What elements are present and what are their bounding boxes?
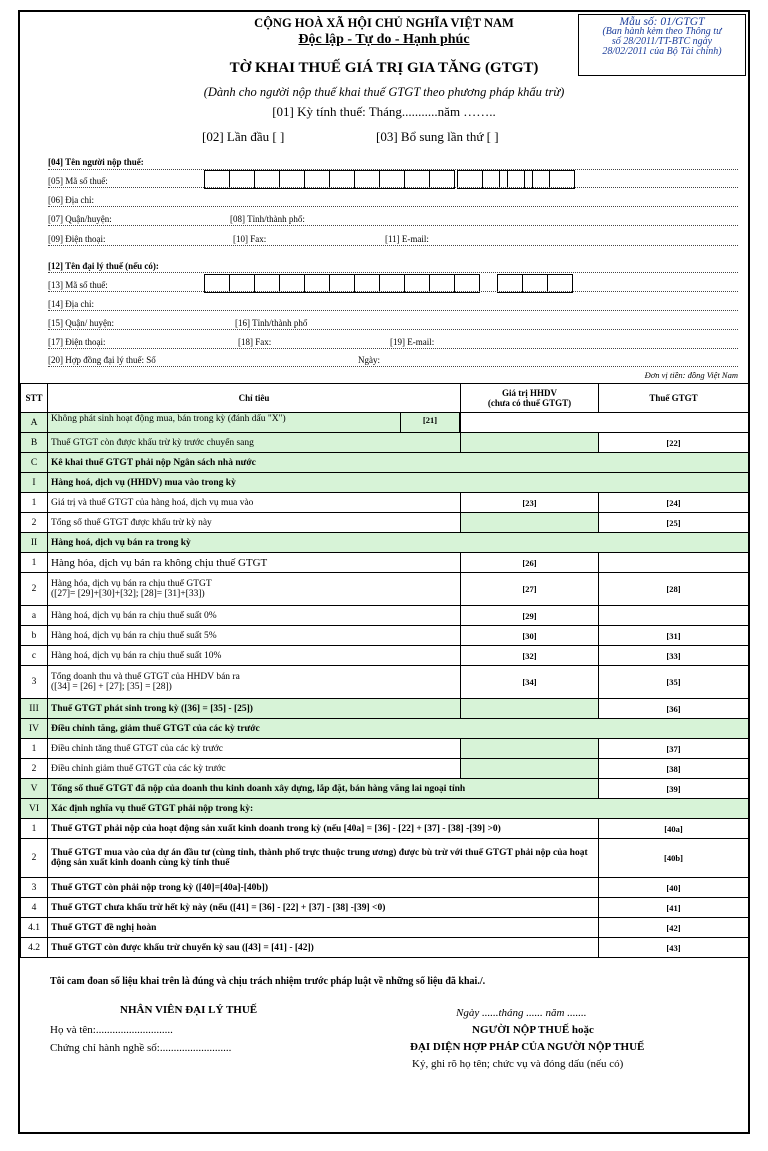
row-stt: C [21,453,48,473]
dotted-line [48,291,738,292]
table-row [21,898,749,918]
row-stt: 2 [21,513,48,533]
row-tax [599,553,749,573]
taxpayer-representative-title: ĐẠI DIỆN HỢP PHÁP CỦA NGƯỜI NỘP THUẾ [410,1041,645,1053]
row-item: Giá trị và thuế GTGT của hàng hoá, dịch vụ mua vào [48,493,461,513]
row-stt: 3 [21,666,48,699]
row-tax[interactable]: [22] [599,433,749,453]
row-tax[interactable]: [39] [599,779,749,799]
agent-phone-label: [17] Điện thoại: [48,337,106,347]
row-stt: 1 [21,553,48,573]
dotted-line [48,272,738,273]
form-code: Mẫu số: 01/GTGT [619,16,705,28]
row-item: Hàng hoá, dịch vụ (HHDV) mua vào trong kỳ [48,473,749,493]
row-value[interactable] [461,433,599,453]
row-item: Thuế GTGT chưa khấu trừ hết kỳ này (nếu ([41] = [36] - [22] + [37] - [38] -[39] <0) [48,898,599,918]
dotted-line [48,366,738,367]
table-row [21,878,749,898]
row-item: Thuế GTGT phát sinh trong kỳ ([36] = [35] - [25]) [48,699,461,719]
row-value [461,413,749,433]
row-item: Hàng hoá, dịch vụ bán ra trong kỳ [48,533,749,553]
row-item: Tổng số thuế GTGT được khấu trừ kỳ này [48,513,461,533]
agent-province-label: [16] Tỉnh/thành phố [235,318,308,328]
row-stt: 2 [21,573,48,606]
agent-email-label: [19] E-mail: [390,337,435,347]
form-subtitle: (Dành cho người nộp thuế khai thuế GTGT theo phương pháp khấu trừ) [203,85,565,99]
row-tax[interactable]: [36] [599,699,749,719]
agent-district-label: [15] Quận/ huyện: [48,318,114,328]
row-tax[interactable]: [33] [599,646,749,666]
col-value-label: Giá trị HHDV [502,388,557,398]
row-value [461,699,599,719]
tax-table [20,383,749,958]
dotted-line [48,348,738,349]
row-item: Thuế GTGT mua vào của dự án đầu tư (cùng tỉnh, thành phố trực thuộc trung ương) được bù trừ với thuế GTGT phải nộp của hoạt động sản xuất kinh doanh cùng kỳ tính thuế [48,839,599,878]
row-item-cell [48,666,461,699]
row-tax[interactable]: [25] [599,513,749,533]
row-stt: IV [21,719,48,739]
row-tax[interactable]: [28] [599,573,749,606]
first-time-checkbox[interactable]: [02] Lần đầu [ ] [202,129,285,144]
currency-unit: Đơn vị tiền: đồng Việt Nam [644,370,738,380]
commitment-text: Tôi cam đoan số liệu khai trên là đúng và chịu trách nhiệm trước pháp luật về những số liệu đã khai./. [50,976,486,987]
row-tax[interactable]: [40b] [599,839,749,878]
agent-cert-field: Chứng chỉ hành nghề số:.......................... [50,1042,232,1054]
row-stt: 1 [21,819,48,839]
table-row [21,513,749,533]
tax-code-label: [05] Mã số thuế: [48,176,108,186]
table-row [21,739,749,759]
fax-label: [10] Fax: [233,234,267,244]
row-item: Điều chỉnh giảm thuế GTGT của các kỳ trước [48,759,461,779]
table-row [21,573,749,606]
table-row [21,533,749,553]
row-item: Kê khai thuế GTGT phải nộp Ngân sách nhà nước [48,453,749,473]
row-stt: I [21,473,48,493]
row-value[interactable]: [29] [461,606,599,626]
table-row [21,553,749,573]
row-value[interactable]: [30] [461,626,599,646]
row-item-formula: ([27]= [29]+[30]+[32]; [28]= [31]+[33]) [51,589,205,599]
row-tax[interactable]: [37] [599,739,749,759]
col-tax: Thuế GTGT [599,384,749,413]
row-item-formula: ([34] = [26] + [27]; [35] = [28]) [51,682,172,692]
row-stt: 4.1 [21,918,48,938]
row-item: Xác định nghĩa vụ thuế GTGT phải nộp trong kỳ: [48,799,749,819]
row-tax[interactable]: [35] [599,666,749,699]
table-row [21,433,749,453]
col-item: Chỉ tiêu [48,384,461,413]
row-stt: 2 [21,759,48,779]
row-value [461,759,599,779]
address-label: [06] Địa chỉ: [48,195,94,205]
row-stt: 1 [21,493,48,513]
row-stt: 2 [21,839,48,878]
dotted-line [48,310,738,311]
dotted-line [48,329,738,330]
row-item: Thuế GTGT còn được khấu trừ kỳ trước chuyển sang [48,433,461,453]
row-item: Thuế GTGT còn được khấu trừ chuyển kỳ sau ([43] = [41] - [42]) [48,938,599,958]
row-tax[interactable]: [41] [599,898,749,918]
province-label: [08] Tỉnh/thành phố: [230,214,305,224]
row-stt: III [21,699,48,719]
row-item: Thuế GTGT còn phải nộp trong kỳ ([40]=[40a]-[40b]) [48,878,599,898]
table-row [21,839,749,878]
table-row [21,453,749,473]
tax-form [18,10,750,1134]
table-row [21,606,749,626]
table-row [21,759,749,779]
row-item-cell [48,573,461,606]
form-code-line3: số 28/2011/TT-BTC ngày [611,36,713,47]
row-item: Hàng hoá, dịch vụ bán ra chịu thuế suất 5% [48,626,461,646]
col-stt: STT [21,384,48,413]
table-row [21,473,749,493]
row-stt: b [21,626,48,646]
form-code-line2: (Ban hành kèm theo Thông tư [602,26,722,37]
row-stt: 4 [21,898,48,918]
email-label: [11] E-mail: [385,234,429,244]
mark-21-checkbox[interactable]: [21] [400,413,460,432]
col-value-sublabel: (chưa có thuế GTGT) [487,398,572,408]
dotted-line [48,225,738,226]
row-tax[interactable]: [40a] [599,819,749,839]
row-value[interactable]: [27] [461,573,599,606]
table-row [21,413,749,433]
table-row [21,799,749,819]
row-stt: VI [21,799,48,819]
row-value[interactable]: [32] [461,646,599,666]
row-stt: c [21,646,48,666]
row-item: Thuế GTGT phải nộp của hoạt động sản xuất kinh doanh trong kỳ (nếu [40a] = [36] - [22] + [37] - [38] -[39] >0) [48,819,599,839]
agent-name-field: Họ và tên:............................ [50,1024,173,1036]
row-tax[interactable]: [38] [599,759,749,779]
row-stt: 3 [21,878,48,898]
row-stt: B [21,433,48,453]
row-stt: a [21,606,48,626]
col-value [461,384,599,413]
agent-address-label: [14] Địa chỉ: [48,299,94,309]
supplement-field[interactable]: [03] Bổ sung lần thứ [ ] [376,129,499,144]
table-row [21,938,749,958]
form-code-box [578,14,746,76]
agent-contract-label: [20] Hợp đồng đại lý thuế: Số [48,355,156,365]
row-tax[interactable]: [42] [599,918,749,938]
row-item: Hàng hoá, dịch vụ bán ra chịu thuế suất 0% [48,606,461,626]
table-row [21,493,749,513]
phone-label: [09] Điện thoại: [48,234,106,244]
taxpayer-title: NGƯỜI NỘP THUẾ hoặc [472,1024,594,1036]
row-stt: A [21,413,48,433]
nation-header: CỘNG HOÀ XÃ HỘI CHỦ NGHĨA VIỆT NAM [254,16,514,30]
row-stt: II [21,533,48,553]
row-tax [599,606,749,626]
row-item: Tổng doanh thu và thuế GTGT của HHDV bán ra [51,672,240,682]
dotted-line [48,187,738,188]
row-item-cell [48,413,461,433]
row-item: Điều chỉnh tăng, giảm thuế GTGT của các kỳ trước [48,719,749,739]
signature-note: Ký, ghi rõ họ tên; chức vụ và đóng dấu (nếu có) [412,1058,624,1070]
form-title: TỜ KHAI THUẾ GIÁ TRỊ GIA TĂNG (GTGT) [229,60,539,76]
dotted-line [48,206,738,207]
agent-title: NHÂN VIÊN ĐẠI LÝ THUẾ [120,1004,258,1016]
row-value[interactable]: [34] [461,666,599,699]
row-item: Hàng hóa, dịch vụ bán ra không chịu thuế GTGT [48,553,461,573]
sign-date: Ngày ......tháng ...... năm ....... [456,1007,587,1019]
taxpayer-name-label: [04] Tên người nộp thuế: [48,157,144,167]
table-row [21,666,749,699]
row-stt: 1 [21,739,48,759]
table-row [21,646,749,666]
agent-name-label: [12] Tên đại lý thuế (nếu có): [48,261,159,271]
row-item: Tổng số thuế GTGT đã nộp của doanh thu kinh doanh xây dựng, lắp đặt, bán hàng vãng lai ngoại tỉnh [48,779,599,799]
row-stt: V [21,779,48,799]
row-value [461,513,599,533]
motto: Độc lập - Tự do - Hạnh phúc [298,32,470,47]
row-tax[interactable]: [31] [599,626,749,646]
row-item: Hàng hóa, dịch vụ bán ra chịu thuế GTGT [51,579,212,589]
table-row [21,719,749,739]
table-row [21,779,749,799]
agent-tax-code-label: [13] Mã số thuế: [48,280,108,290]
dotted-line [48,245,738,246]
row-stt: 4.2 [21,938,48,958]
row-tax[interactable]: [43] [599,938,749,958]
row-item: Thuế GTGT đề nghị hoàn [48,918,599,938]
district-label: [07] Quận/huyện: [48,214,112,224]
row-value[interactable]: [26] [461,553,599,573]
row-value [461,739,599,759]
table-row [21,819,749,839]
agent-fax-label: [18] Fax: [238,337,272,347]
agent-contract-date-label: Ngày: [358,355,380,365]
row-tax[interactable]: [24] [599,493,749,513]
row-item: Hàng hoá, dịch vụ bán ra chịu thuế suất 10% [48,646,461,666]
tax-period: [01] Kỳ tính thuế: Tháng...........năm …….. [272,104,496,119]
table-row [21,626,749,646]
row-item: Điều chỉnh tăng thuế GTGT của các kỳ trước [48,739,461,759]
table-row [21,699,749,719]
row-item: Không phát sinh hoạt động mua, bán trong kỳ (đánh dấu "X") [51,414,286,424]
form-code-line4: 28/02/2011 của Bộ Tài chính) [602,46,722,57]
table-row [21,918,749,938]
row-tax[interactable]: [40] [599,878,749,898]
row-value[interactable]: [23] [461,493,599,513]
